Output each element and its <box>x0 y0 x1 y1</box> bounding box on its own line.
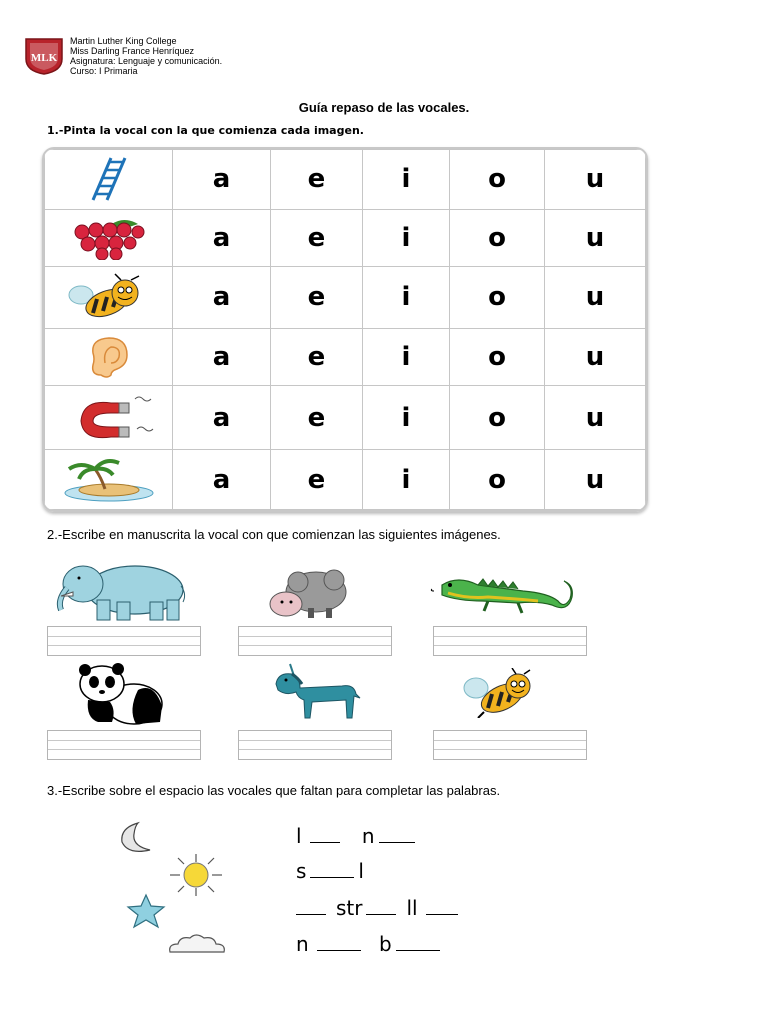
grapes-icon <box>45 209 173 266</box>
vowel-option-e[interactable]: e <box>271 266 363 328</box>
school-name: Martin Luther King College <box>70 36 177 46</box>
vowel-option-e[interactable]: e <box>271 385 363 450</box>
blank[interactable] <box>366 900 396 915</box>
vowel-row <box>45 450 646 510</box>
vowel-option-i[interactable]: i <box>363 450 450 510</box>
word-star: str ll <box>296 898 462 918</box>
elephant-icon <box>55 560 190 627</box>
sheep-icon <box>268 568 350 625</box>
vowel-option-o[interactable]: o <box>450 450 545 510</box>
school-info <box>70 36 222 76</box>
blank[interactable] <box>296 900 326 915</box>
instruction-1: 1.-Pinta la vocal con la que comienza cada imagen. <box>47 124 364 137</box>
blank[interactable] <box>379 828 415 843</box>
course-name: Curso: I Primaria <box>70 66 138 76</box>
vowel-option-u[interactable]: u <box>545 450 646 510</box>
subject-name: Asignatura: Lenguaje y comunicación. <box>70 56 223 66</box>
page-title: Guía repaso de las vocales. <box>298 100 470 115</box>
vowel-option-i[interactable]: i <box>363 266 450 328</box>
moon-icon <box>116 820 162 861</box>
vowel-row <box>45 266 646 328</box>
vowel-option-u[interactable]: u <box>545 209 646 266</box>
vowel-option-u[interactable]: u <box>545 385 646 450</box>
blank[interactable] <box>310 863 354 878</box>
writing-lines-6[interactable] <box>433 730 587 760</box>
vowel-table <box>42 147 648 512</box>
unicorn-icon <box>268 662 364 725</box>
panda-icon <box>76 662 164 731</box>
blank[interactable] <box>317 936 361 951</box>
word-moon: l n <box>296 826 419 846</box>
vowel-option-u[interactable]: u <box>545 266 646 328</box>
bee-icon <box>462 668 544 723</box>
svg-text:MLK: MLK <box>30 52 58 64</box>
sun-icon <box>166 852 226 903</box>
word-cloud: n b <box>296 934 444 954</box>
vowel-row <box>45 385 646 450</box>
island-icon <box>45 450 173 510</box>
ear-icon <box>45 328 173 385</box>
vowel-option-i[interactable]: i <box>363 209 450 266</box>
vowel-option-a[interactable]: a <box>173 385 271 450</box>
vowel-option-o[interactable]: o <box>450 266 545 328</box>
vowel-option-i[interactable]: i <box>363 328 450 385</box>
ladder-icon <box>45 150 173 210</box>
instruction-3: 3.-Escribe sobre el espacio las vocales que faltan para completar las palabras. <box>47 783 501 798</box>
word-sun: s l <box>296 859 364 883</box>
vowel-row <box>45 209 646 266</box>
cloud-icon <box>166 932 228 961</box>
vowel-option-i[interactable]: i <box>363 385 450 450</box>
star-icon <box>122 893 170 934</box>
vowel-option-e[interactable]: e <box>271 150 363 210</box>
vowel-option-o[interactable]: o <box>450 150 545 210</box>
vowel-row <box>45 150 646 210</box>
magnet-icon <box>45 385 173 450</box>
blank[interactable] <box>396 936 440 951</box>
writing-lines-1[interactable] <box>47 626 201 656</box>
vowel-option-e[interactable]: e <box>271 450 363 510</box>
vowel-option-a[interactable]: a <box>173 150 271 210</box>
writing-lines-5[interactable] <box>238 730 392 760</box>
iguana-icon <box>428 571 576 620</box>
writing-lines-3[interactable] <box>433 626 587 656</box>
vowel-option-u[interactable]: u <box>545 328 646 385</box>
vowel-row <box>45 328 646 385</box>
vowel-option-i[interactable]: i <box>363 150 450 210</box>
writing-lines-4[interactable] <box>47 730 201 760</box>
writing-lines-2[interactable] <box>238 626 392 656</box>
instruction-2: 2.-Escribe en manuscrita la vocal con que comienzan las siguientes imágenes. <box>47 527 501 542</box>
vowel-option-o[interactable]: o <box>450 209 545 266</box>
vowel-option-e[interactable]: e <box>271 328 363 385</box>
vowel-option-u[interactable]: u <box>545 150 646 210</box>
teacher-name: Miss Darling France Henríquez <box>70 46 195 56</box>
vowel-option-o[interactable]: o <box>450 328 545 385</box>
blank[interactable] <box>310 828 340 843</box>
vowel-option-o[interactable]: o <box>450 385 545 450</box>
school-logo <box>24 37 64 80</box>
blank[interactable] <box>426 900 458 915</box>
vowel-option-a[interactable]: a <box>173 450 271 510</box>
vowel-option-a[interactable]: a <box>173 328 271 385</box>
vowel-option-a[interactable]: a <box>173 266 271 328</box>
bee-icon <box>45 266 173 328</box>
vowel-option-e[interactable]: e <box>271 209 363 266</box>
vowel-option-a[interactable]: a <box>173 209 271 266</box>
